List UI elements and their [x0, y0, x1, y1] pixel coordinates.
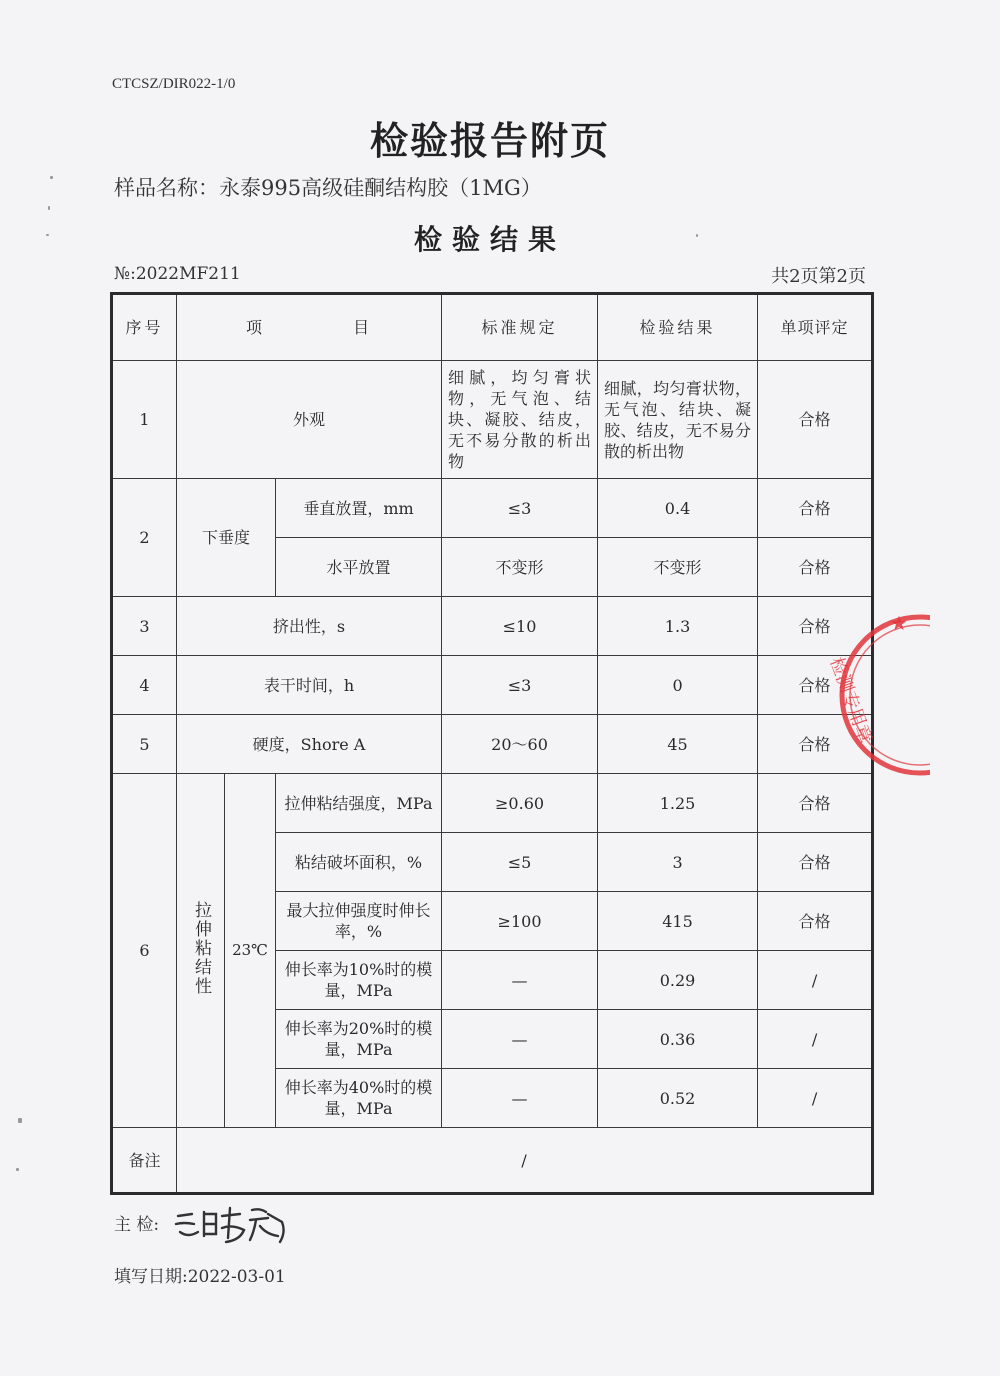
header-result: 检验结果: [598, 294, 758, 361]
header-seq: 序号: [112, 294, 177, 361]
header-item-right: 目: [353, 318, 373, 337]
row-result: 0.4: [598, 479, 758, 538]
inspector-signature: [170, 1202, 300, 1246]
page-count: 共2页第2页: [771, 266, 866, 287]
row-standard: ≥0.60: [442, 774, 598, 833]
scan-speck: [48, 206, 50, 210]
row-seq: 5: [112, 715, 177, 774]
row-verdict: 合格: [758, 774, 873, 833]
row-verdict: 合格: [758, 833, 873, 892]
row-result: 不变形: [598, 538, 758, 597]
row-standard: ≤3: [442, 479, 598, 538]
row-group: [177, 774, 225, 1128]
row-item: 水平放置: [276, 538, 442, 597]
row-standard: ≥100: [442, 892, 598, 951]
scan-speck: [696, 234, 698, 237]
row-result: 1.25: [598, 774, 758, 833]
row-result: 0.52: [598, 1069, 758, 1128]
header-verdict: 单项评定: [758, 294, 873, 361]
row-seq: 4: [112, 656, 177, 715]
row-result: 45: [598, 715, 758, 774]
row-condition: 23℃: [225, 774, 276, 1128]
row-item: 垂直放置，mm: [276, 479, 442, 538]
scan-speck: [16, 1168, 19, 1171]
remarks-value: /: [177, 1128, 873, 1194]
scan-speck: [18, 1118, 22, 1123]
svg-text:★: ★: [890, 611, 908, 635]
table-row: [112, 715, 873, 774]
header-item-left: 项: [245, 318, 265, 337]
row-standard: —: [442, 1069, 598, 1128]
row-verdict: 合格: [758, 656, 873, 715]
table-row: [112, 656, 873, 715]
row-standard: 20～60: [442, 715, 598, 774]
row-item: 硬度，Shore A: [177, 715, 442, 774]
row-standard: ≤3: [442, 656, 598, 715]
row-standard: ≤5: [442, 833, 598, 892]
row-result: 0.36: [598, 1010, 758, 1069]
row-seq: 2: [112, 479, 177, 597]
row-verdict: /: [758, 951, 873, 1010]
row-seq: 1: [112, 361, 177, 479]
row-item: 挤出性，s: [177, 597, 442, 656]
row-item: 表干时间，h: [177, 656, 442, 715]
row-verdict: 合格: [758, 361, 873, 479]
scan-speck: [46, 234, 49, 236]
stamp-text: 检测专用章: [825, 654, 876, 747]
header-standard: 标准规定: [442, 294, 598, 361]
row-result: 0.29: [598, 951, 758, 1010]
inspector-label: 主 检:: [114, 1215, 160, 1235]
row-item: 伸长率为10%时的模量，MPa: [276, 951, 442, 1010]
row-seq: 6: [112, 774, 177, 1128]
row-verdict: /: [758, 1010, 873, 1069]
row-verdict: 合格: [758, 892, 873, 951]
row-standard: —: [442, 1010, 598, 1069]
row-item: 最大拉伸强度时伸长率，%: [276, 892, 442, 951]
row-verdict: 合格: [758, 479, 873, 538]
row-item: 伸长率为40%时的模量，MPa: [276, 1069, 442, 1128]
row-item: 拉伸粘结强度，MPa: [276, 774, 442, 833]
table-row: [112, 597, 873, 656]
row-standard: ≤10: [442, 597, 598, 656]
sample-name: 样品名称：永泰995高级硅酮结构胶（1MG）: [114, 176, 542, 200]
remarks-label: 备注: [112, 1128, 177, 1194]
row-result: 1.3: [598, 597, 758, 656]
table-row: [112, 361, 873, 479]
header-row: [112, 294, 873, 361]
row-standard: —: [442, 951, 598, 1010]
row-group-label: 拉伸粘结性: [191, 900, 211, 996]
row-item: 外观: [177, 361, 442, 479]
scan-speck: [50, 176, 53, 179]
row-seq: 3: [112, 597, 177, 656]
row-verdict: 合格: [758, 538, 873, 597]
header-item: [177, 294, 442, 361]
results-table: [110, 292, 874, 1195]
official-seal-stamp: [790, 600, 930, 810]
row-item: 粘结破坏面积，%: [276, 833, 442, 892]
row-result: 细腻，均匀膏状物，无气泡、结块、凝胶、结皮，无不易分散的析出物: [598, 361, 758, 479]
row-item: 伸长率为20%时的模量，MPa: [276, 1010, 442, 1069]
page-title: 检验报告附页: [369, 118, 610, 163]
row-verdict: /: [758, 1069, 873, 1128]
table-row: [112, 479, 873, 538]
row-standard: 细腻，均匀膏状物，无气泡、结块、凝胶、结皮，无不易分散的析出物: [442, 361, 598, 479]
row-result: 3: [598, 833, 758, 892]
row-verdict: 合格: [758, 597, 873, 656]
table-row: [112, 774, 873, 833]
row-standard: 不变形: [442, 538, 598, 597]
row-result: 0: [598, 656, 758, 715]
report-number: №:2022MF211: [114, 264, 241, 284]
row-verdict: 合格: [758, 715, 873, 774]
row-group: 下垂度: [177, 479, 276, 597]
row-result: 415: [598, 892, 758, 951]
remarks-row: [112, 1128, 873, 1194]
document-code: CTCSZ/DIR022-1/0: [112, 76, 236, 92]
fill-date: 填写日期:2022-03-01: [114, 1267, 286, 1287]
section-title: 检验结果: [413, 223, 566, 256]
